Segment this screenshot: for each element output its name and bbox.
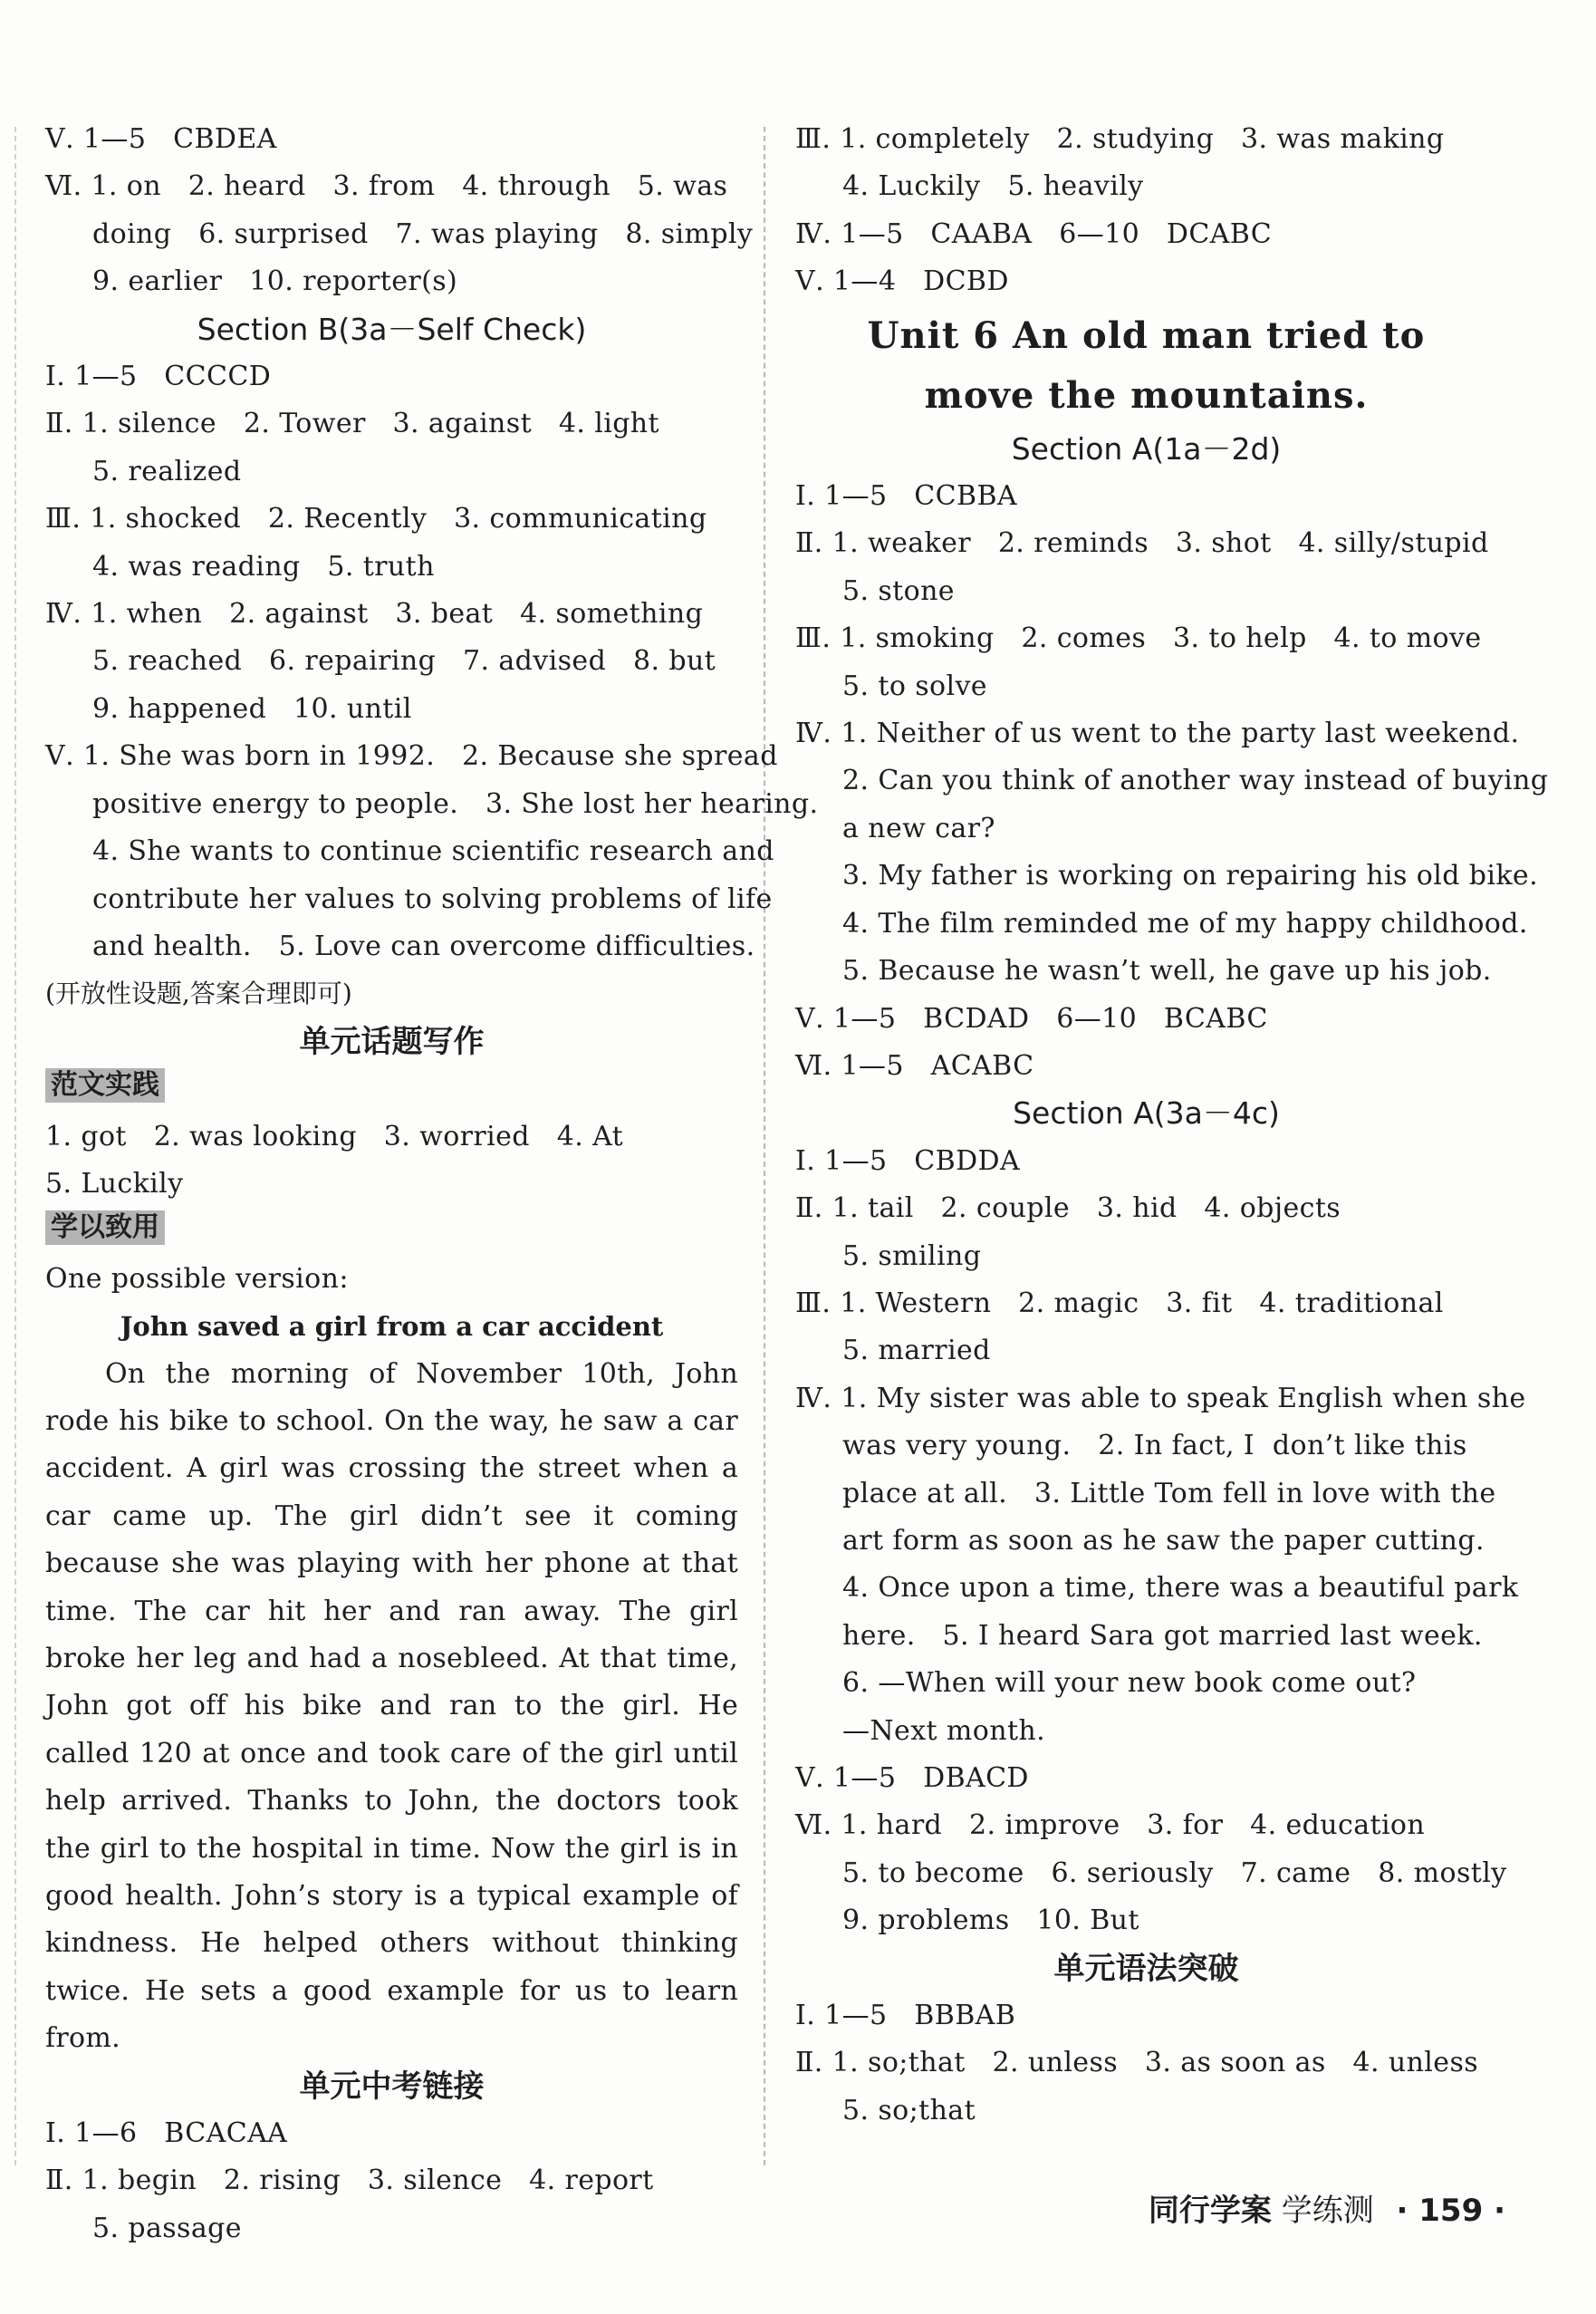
answer-line: 5. to become 6. seriously 7. came 8. mostly <box>842 1856 1507 1889</box>
answer-line: Ⅰ. 1—5 BBBAB <box>795 2000 1016 2032</box>
section-heading-link: 单元中考链接 <box>299 2068 485 2105</box>
section-heading: Section A(3a－4c) <box>1013 1095 1280 1132</box>
answer-line: 4. She wants to continue scientific research and <box>92 835 774 868</box>
section-heading-writing: 单元话题写作 <box>299 1023 485 1060</box>
answer-line: Ⅰ. 1—6 BCACAA <box>45 2117 288 2150</box>
left-column <box>45 116 819 2252</box>
answer-line: 5. so;that <box>842 2094 976 2126</box>
section-heading-grammar: 单元语法突破 <box>1053 1950 1239 1987</box>
answer-line: was very young. 2. In fact, I don’t like this <box>842 1430 1467 1462</box>
answer-line: 5. passage <box>92 2212 242 2244</box>
answer-line: 1. got 2. was looking 3. worried 4. At <box>45 1120 624 1152</box>
answer-line: Ⅰ. 1—5 CCCCD <box>45 361 272 393</box>
answer-line: contribute her values to solving problems of life <box>92 882 773 915</box>
answer-line: 2. Can you think of another way instead of buying <box>842 765 1549 797</box>
essay-title: John saved a girl from a car accident <box>120 1311 664 1343</box>
answer-line: Ⅳ. 1. when 2. against 3. beat 4. something <box>45 598 704 631</box>
answer-line: 5. Because he wasn’t well, he gave up his job. <box>842 955 1492 988</box>
answer-line: 5. realized <box>92 455 242 487</box>
answer-line: 5. reached 6. repairing 7. advised 8. but <box>92 645 716 678</box>
answer-line: Ⅴ. 1—5 CBDEA <box>45 123 277 155</box>
answer-line: Ⅲ. 1. smoking 2. comes 3. to help 4. to move <box>795 622 1482 655</box>
answer-line: Ⅱ. 1. so;that 2. unless 3. as soon as 4. unless <box>795 2047 1479 2079</box>
answer-line: positive energy to people. 3. She lost her hearing. <box>92 787 819 820</box>
section-heading: Section B(3a－Self Check) <box>197 311 587 347</box>
page-footer <box>1149 2185 1505 2230</box>
footer-subtitle: 学练测 <box>1281 2193 1374 2229</box>
answer-line: 6. —When will your new book come out? <box>842 1667 1417 1700</box>
answer-line: 5. Luckily <box>45 1167 184 1200</box>
footer-brand: 同行学案 <box>1148 2193 1272 2229</box>
answer-line: Ⅵ. 1—5 ACABC <box>795 1049 1034 1082</box>
answer-line: Ⅴ. 1—5 DBACD <box>795 1762 1029 1794</box>
answer-line: Ⅲ. 1. Western 2. magic 3. fit 4. traditional <box>795 1287 1444 1319</box>
answer-line: doing 6. surprised 7. was playing 8. simply <box>92 217 754 250</box>
answer-line: 3. My father is working on repairing his old bike. <box>842 860 1539 892</box>
column-divider <box>764 127 765 2165</box>
right-column <box>795 116 1549 2135</box>
answer-line: Ⅱ. 1. tail 2. couple 3. hid 4. objects <box>795 1192 1341 1225</box>
answer-line: 5. to solve <box>842 670 987 702</box>
answer-line: 5. smiling <box>842 1239 982 1272</box>
answer-line: here. 5. I heard Sara got married last week. <box>842 1619 1483 1652</box>
answer-line: One possible version: <box>45 1262 349 1295</box>
answer-line: Ⅵ. 1. hard 2. improve 3. for 4. education <box>795 1809 1426 1842</box>
answer-line: Ⅱ. 1. weaker 2. reminds 3. shot 4. silly/stupid <box>795 527 1489 560</box>
answer-line: place at all. 3. Little Tom fell in love with the <box>842 1477 1496 1509</box>
answer-line: Ⅳ. 1. My sister was able to speak English when she <box>795 1382 1526 1414</box>
answer-line: Ⅴ. 1. She was born in 1992. 2. Because she spread <box>45 740 778 773</box>
answer-line: Ⅴ. 1—5 BCDAD 6—10 BCABC <box>795 1002 1268 1035</box>
essay-paragraph: On the morning of November 10th, John rode his bike to school. On the way, he saw a car accident. A girl was crossing the street when a car came up. The girl didn’t see it coming because she was playing with her phone at that time. The car hit her and ran away. The girl broke her leg and had a nosebleed. At that time, John got off his bike and ran to the girl. He called 120 at once and took care of the girl until help arrived. Thanks to John, the doctors took the girl to the hospital in time. Now the girl is in good health. John’s story is a typical example of kindness. He helped others without thinking twice. He sets a good example for us to learn from. <box>45 1357 738 2055</box>
answer-line: Ⅳ. 1. Neither of us went to the party last weekend. <box>795 718 1520 750</box>
answer-line: Ⅰ. 1—5 CCBBA <box>795 480 1017 513</box>
margin-rule <box>14 127 16 2165</box>
unit-title: Unit 6 An old man tried to <box>867 313 1426 357</box>
answer-line: 9. problems 10. But <box>842 1904 1139 1937</box>
answer-line: 5. married <box>842 1335 991 1367</box>
answer-line: Ⅰ. 1—5 CBDDA <box>795 1144 1021 1177</box>
answer-line: Ⅳ. 1—5 CAABA 6—10 DCABC <box>795 217 1273 250</box>
answer-line: Ⅵ. 1. on 2. heard 3. from 4. through 5. was <box>45 170 728 203</box>
answer-line: 5. stone <box>842 574 955 607</box>
page-number: · 159 · <box>1396 2193 1505 2229</box>
answer-line: art form as soon as he saw the paper cutting. <box>842 1524 1485 1557</box>
answer-line: 4. The film reminded me of my happy childhood. <box>842 907 1528 940</box>
answer-line: 9. happened 10. until <box>92 692 412 725</box>
label-tag: 范文实践 <box>45 1068 165 1103</box>
answer-line: and health. 5. Love can overcome difficulties. <box>92 930 755 962</box>
label-tag: 学以致用 <box>45 1210 165 1245</box>
answer-line: a new car? <box>842 812 995 844</box>
answer-note: (开放性设题,答案合理即可) <box>45 979 352 1009</box>
answer-line: Ⅱ. 1. begin 2. rising 3. silence 4. report <box>45 2165 654 2197</box>
answer-line: 4. was reading 5. truth <box>92 550 435 583</box>
unit-title: move the mountains. <box>924 373 1369 417</box>
answer-line: —Next month. <box>842 1714 1046 1747</box>
answer-line: Ⅲ. 1. completely 2. studying 3. was making <box>795 123 1445 155</box>
answer-line: Ⅱ. 1. silence 2. Tower 3. against 4. light <box>45 408 659 440</box>
answer-line: 9. earlier 10. reporter(s) <box>92 265 458 298</box>
answer-line: 4. Luckily 5. heavily <box>842 170 1144 203</box>
answer-line: Ⅲ. 1. shocked 2. Recently 3. communicating <box>45 503 707 535</box>
answer-line: Ⅴ. 1—4 DCBD <box>795 265 1009 298</box>
answer-line: 4. Once upon a time, there was a beautiful park <box>842 1572 1519 1605</box>
section-heading: Section A(1a－2d) <box>1011 430 1282 467</box>
